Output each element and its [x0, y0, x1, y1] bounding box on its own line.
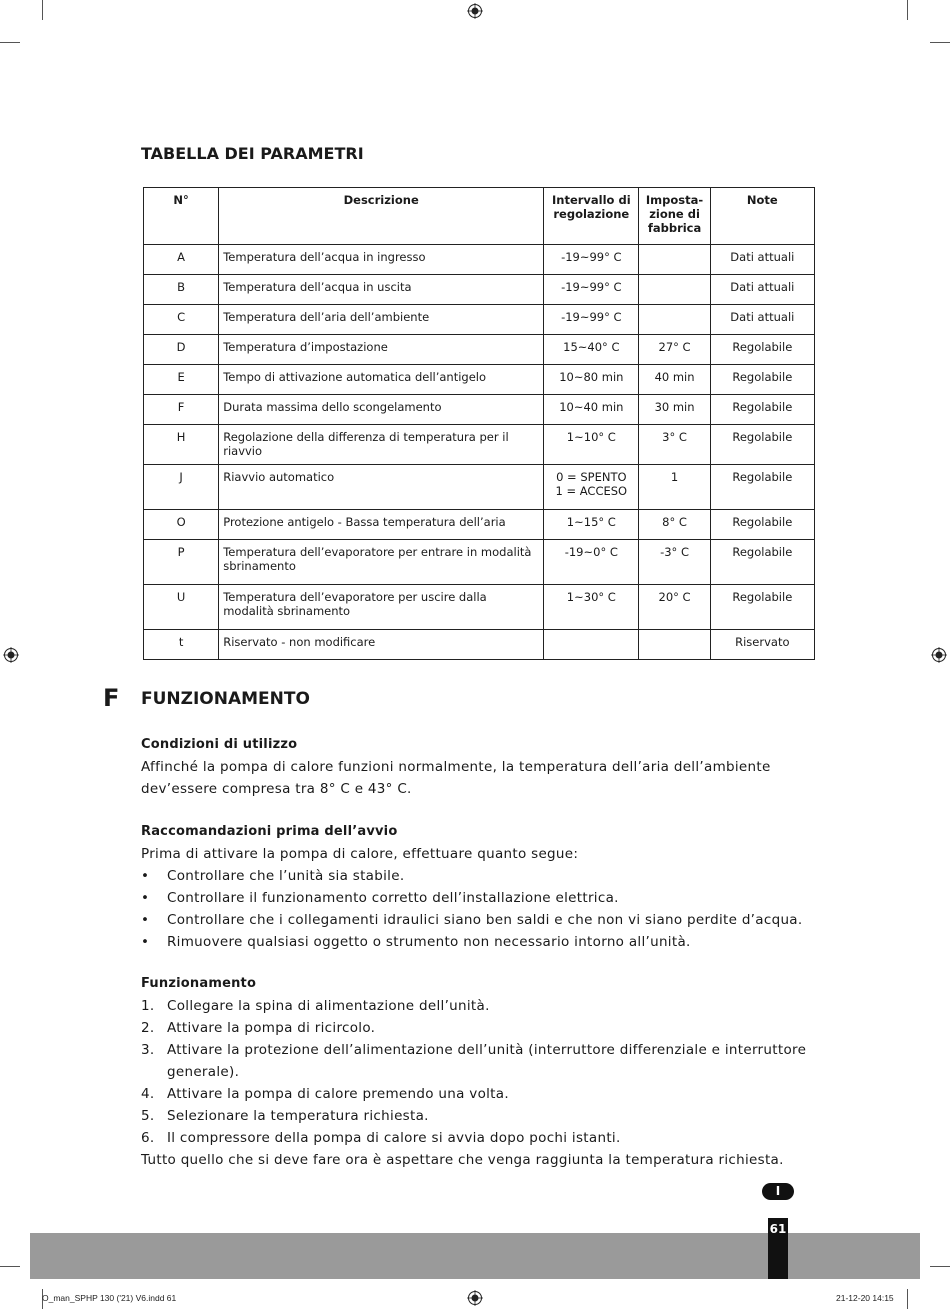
cell-number: C: [144, 305, 219, 335]
cell-factory-setting: 40 min: [639, 365, 710, 395]
recommend-intro: Prima di attivare la pompa di calore, effettuare quanto segue:: [141, 846, 579, 862]
cell-factory-setting: [639, 630, 710, 660]
registration-mark-icon: [3, 647, 19, 663]
bullet-marker: •: [141, 912, 150, 928]
cell-description: Temperatura dell’acqua in ingresso: [219, 245, 544, 275]
cell-range: 1~30° C: [544, 585, 639, 630]
table-row: [144, 395, 815, 425]
step-text: Attivare la pompa di calore premendo una volta.: [167, 1086, 509, 1102]
table-row: [144, 510, 815, 540]
cell-description: Riservato - non modificare: [219, 630, 544, 660]
cell-number: J: [144, 465, 219, 510]
table-row: [144, 275, 815, 305]
cell-number: B: [144, 275, 219, 305]
operation-block: [141, 973, 841, 1171]
cell-range: 0 = SPENTO 1 = ACCESO: [544, 465, 639, 510]
crop-mark: [42, 0, 43, 20]
crop-mark: [0, 1266, 20, 1267]
table-row: [144, 425, 815, 465]
cell-number: U: [144, 585, 219, 630]
cell-notes: Regolabile: [710, 465, 814, 510]
cell-notes: Regolabile: [710, 425, 814, 465]
table-header-row: [144, 188, 815, 245]
date-slug: 21-12-20 14:15: [836, 1293, 894, 1303]
section-title: FUNZIONAMENTO: [141, 689, 310, 709]
list-item: [141, 909, 841, 931]
cell-range: 1~15° C: [544, 510, 639, 540]
cell-notes: Regolabile: [710, 585, 814, 630]
step-text: Attivare la pompa di ricircolo.: [167, 1020, 376, 1036]
cell-factory-setting: [639, 245, 710, 275]
registration-mark-icon: [931, 647, 947, 663]
crop-mark: [907, 0, 908, 20]
cell-description: Temperatura dell’aria dell’ambiente: [219, 305, 544, 335]
cell-description: Temperatura dell’acqua in uscita: [219, 275, 544, 305]
cell-range: 1~10° C: [544, 425, 639, 465]
recommend-block: [141, 821, 841, 953]
cell-range: -19~99° C: [544, 305, 639, 335]
list-item-text: Rimuovere qualsiasi oggetto o strumento non necessario intorno all’unità.: [167, 934, 691, 950]
cell-number: E: [144, 365, 219, 395]
list-item: [141, 931, 841, 953]
cell-range: [544, 630, 639, 660]
step-item: [141, 1127, 841, 1149]
cell-notes: Dati attuali: [710, 275, 814, 305]
table-row: [144, 305, 815, 335]
cell-factory-setting: 1: [639, 465, 710, 510]
language-badge: I: [762, 1183, 794, 1200]
step-number: 3.: [141, 1042, 155, 1058]
crop-mark: [0, 42, 20, 43]
conditions-heading: Condizioni di utilizzo: [141, 737, 298, 752]
cell-number: P: [144, 540, 219, 585]
recommend-heading: Raccomandazioni prima dell’avvio: [141, 824, 398, 839]
cell-description: Temperatura dell’evaporatore per entrare in modalità sbrinamento: [219, 540, 544, 585]
cell-factory-setting: 27° C: [639, 335, 710, 365]
cell-number: F: [144, 395, 219, 425]
cell-factory-setting: [639, 275, 710, 305]
registration-mark-icon: [467, 1290, 483, 1306]
bullet-marker: •: [141, 934, 150, 950]
cell-notes: Regolabile: [710, 335, 814, 365]
table-row: [144, 585, 815, 630]
cell-factory-setting: 3° C: [639, 425, 710, 465]
table-row: [144, 540, 815, 585]
conditions-text: Affinché la pompa di calore funzioni normalmente, la temperatura dell’aria dell’ambiente dev’essere compresa tra 8° C e 43° C.: [141, 759, 771, 797]
cell-number: D: [144, 335, 219, 365]
cell-range: 10~40 min: [544, 395, 639, 425]
closing-text: Tutto quello che si deve fare ora è aspettare che venga raggiunta la temperatura richiesta.: [141, 1152, 784, 1168]
header-factory-setting: Imposta-zione di fabbrica: [639, 188, 710, 245]
table-row: [144, 335, 815, 365]
list-item-text: Controllare che i collegamenti idraulici siano ben saldi e che non vi siano perdite d’acqua.: [167, 912, 803, 928]
header-description: Descrizione: [219, 188, 544, 245]
step-item: [141, 1083, 841, 1105]
cell-factory-setting: [639, 305, 710, 335]
step-text: Attivare la protezione dell’alimentazione dell’unità (interruttore differenziale e interruttore generale).: [167, 1042, 807, 1080]
step-text: Collegare la spina di alimentazione dell’unità.: [167, 998, 490, 1014]
table-row: [144, 465, 815, 510]
cell-factory-setting: -3° C: [639, 540, 710, 585]
cell-description: Riavvio automatico: [219, 465, 544, 510]
header-notes: Note: [710, 188, 814, 245]
table-row: [144, 245, 815, 275]
cell-factory-setting: 20° C: [639, 585, 710, 630]
header-number: N°: [144, 188, 219, 245]
crop-mark: [907, 1289, 908, 1309]
step-list: [141, 995, 841, 1149]
cell-notes: Regolabile: [710, 395, 814, 425]
file-slug: O_man_SPHP 130 ('21) V6.indd 61: [42, 1293, 177, 1303]
list-item-text: Controllare il funzionamento corretto dell’installazione elettrica.: [167, 890, 619, 906]
cell-range: -19~0° C: [544, 540, 639, 585]
step-number: 1.: [141, 998, 155, 1014]
cell-notes: Regolabile: [710, 510, 814, 540]
cell-notes: Dati attuali: [710, 245, 814, 275]
cell-number: H: [144, 425, 219, 465]
step-text: Selezionare la temperatura richiesta.: [167, 1108, 429, 1124]
parameters-table: [143, 187, 815, 660]
cell-notes: Dati attuali: [710, 305, 814, 335]
cell-notes: Riservato: [710, 630, 814, 660]
step-item: [141, 995, 841, 1017]
step-item: [141, 1039, 841, 1083]
cell-range: 15~40° C: [544, 335, 639, 365]
step-number: 2.: [141, 1020, 155, 1036]
crop-mark: [930, 42, 950, 43]
page-number: 61: [768, 1218, 788, 1279]
list-item: [141, 887, 841, 909]
cell-factory-setting: 30 min: [639, 395, 710, 425]
cell-range: -19~99° C: [544, 245, 639, 275]
table-row: [144, 365, 815, 395]
step-item: [141, 1105, 841, 1127]
list-item: [141, 865, 841, 887]
cell-number: O: [144, 510, 219, 540]
bullet-marker: •: [141, 868, 150, 884]
operation-heading: Funzionamento: [141, 976, 257, 991]
registration-mark-icon: [467, 3, 483, 19]
section-letter: F: [103, 684, 120, 712]
cell-range: 10~80 min: [544, 365, 639, 395]
bullet-marker: •: [141, 890, 150, 906]
cell-description: Tempo di attivazione automatica dell’antigelo: [219, 365, 544, 395]
cell-description: Temperatura dell’evaporatore per uscire dalla modalità sbrinamento: [219, 585, 544, 630]
table-title: TABELLA DEI PARAMETRI: [141, 144, 364, 163]
step-item: [141, 1017, 841, 1039]
cell-description: Temperatura d’impostazione: [219, 335, 544, 365]
cell-description: Protezione antigelo - Bassa temperatura dell’aria: [219, 510, 544, 540]
cell-factory-setting: 8° C: [639, 510, 710, 540]
bullet-list: [141, 865, 841, 953]
cell-description: Regolazione della differenza di temperatura per il riavvio: [219, 425, 544, 465]
cell-range: -19~99° C: [544, 275, 639, 305]
cell-notes: Regolabile: [710, 540, 814, 585]
cell-number: A: [144, 245, 219, 275]
step-text: Il compressore della pompa di calore si avvia dopo pochi istanti.: [167, 1130, 621, 1146]
step-number: 4.: [141, 1086, 155, 1102]
cell-notes: Regolabile: [710, 365, 814, 395]
header-range: Intervallo di regolazione: [544, 188, 639, 245]
cell-description: Durata massima dello scongelamento: [219, 395, 544, 425]
table-row: [144, 630, 815, 660]
conditions-block: [141, 734, 841, 800]
cell-number: t: [144, 630, 219, 660]
crop-mark: [930, 1266, 950, 1267]
step-number: 5.: [141, 1108, 155, 1124]
list-item-text: Controllare che l’unità sia stabile.: [167, 868, 405, 884]
step-number: 6.: [141, 1130, 155, 1146]
